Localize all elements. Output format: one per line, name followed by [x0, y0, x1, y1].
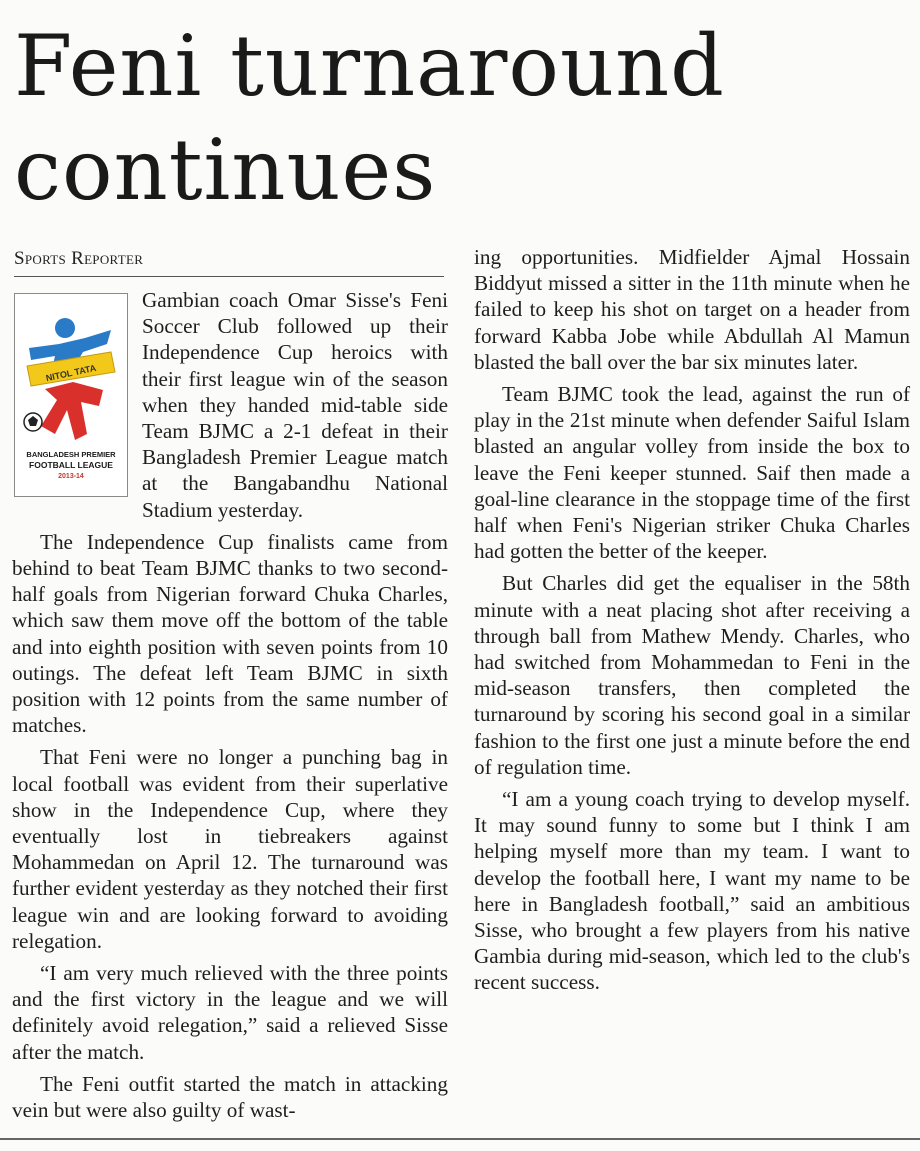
article-column-1	[12, 287, 448, 1129]
paragraph: Gambian coach Omar Sisse's Feni Soccer Club followed up their Independence Cup heroics with their first league win of the season when they handed mid-table side Team BJMC a 2-1 defeat in their Bangladesh Premier League match at the Bangabandhu National Stadium yesterday.	[142, 288, 448, 522]
paragraph: The Independence Cup finalists came from behind to beat Team BJMC thanks to two second-half goals from Nigerian forward Chuka Charles, which saw them move off the bottom of the table and into eighth position with seven points from 10 outings. The defeat left Team BJMC in sixth position with 12 points from the same number of matches.	[12, 529, 448, 738]
paragraph: Team BJMC took the lead, against the run of play in the 21st minute when defender Saiful Islam blasted an angular volley from inside the box to leave the Feni keeper stunned. Saif then made a goal-line clearance in the stoppage time of the first half when Feni's Nigerian striker Chuka Charles had gotten the better of the keeper.	[474, 382, 910, 564]
logo-line-2: FOOTBALL LEAGUE	[29, 460, 113, 470]
paragraph: But Charles did get the equaliser in the 58th minute with a neat placing shot after receiving a through ball from Mathew Mendy. Charles, who had switched from Mohammedan to Feni in the mid-season transfers, then completed the turnaround by scoring his second goal in a similar fashion to the first one just a minute before the end of regulation time.	[474, 571, 910, 779]
league-logo	[14, 293, 128, 497]
logo-line-3: 2013-14	[58, 473, 84, 480]
bottom-rule	[0, 1138, 920, 1140]
byline: Sports Reporter	[14, 248, 444, 277]
logo-line-1: BANGLADESH PREMIER	[26, 450, 116, 459]
paragraph: The Feni outfit started the match in attacking vein but were also guilty of wast-	[12, 1071, 448, 1123]
headline: Feni turnaround continues	[14, 17, 725, 219]
paragraph: ing opportunities. Midfielder Ajmal Hossain Biddyut missed a sitter in the 11th minute when he failed to keep his shot on target on a header from forward Kabba Jobe while Abdullah Al Mamun blasted the ball over the bar six minutes later.	[474, 245, 910, 374]
article-column-2	[474, 244, 910, 1002]
paragraph: “I am very much relieved with the three points and the first victory in the league and we will definitely avoid relegation,” said a relieved Sisse after the match.	[12, 961, 448, 1064]
paragraph: That Feni were no longer a punching bag in local football was evident from their superlative show in the Independence Cup, where they eventually lost in tiebreakers against Mohammedan on April 12. The turnaround was further evident yesterday as they notched their first league win and are looking forward to avoiding relegation.	[12, 745, 448, 953]
paragraph: “I am a young coach trying to develop myself. It may sound funny to some but I think I am helping myself more than my team. I want to develop the football here, I want my name to be here in Bangladesh football,” said an ambitious Sisse, who brought a few players from his native Gambia during mid-season, which led to the club's recent success.	[474, 787, 910, 995]
logo-banner-text: NITOL TATA	[44, 362, 98, 384]
